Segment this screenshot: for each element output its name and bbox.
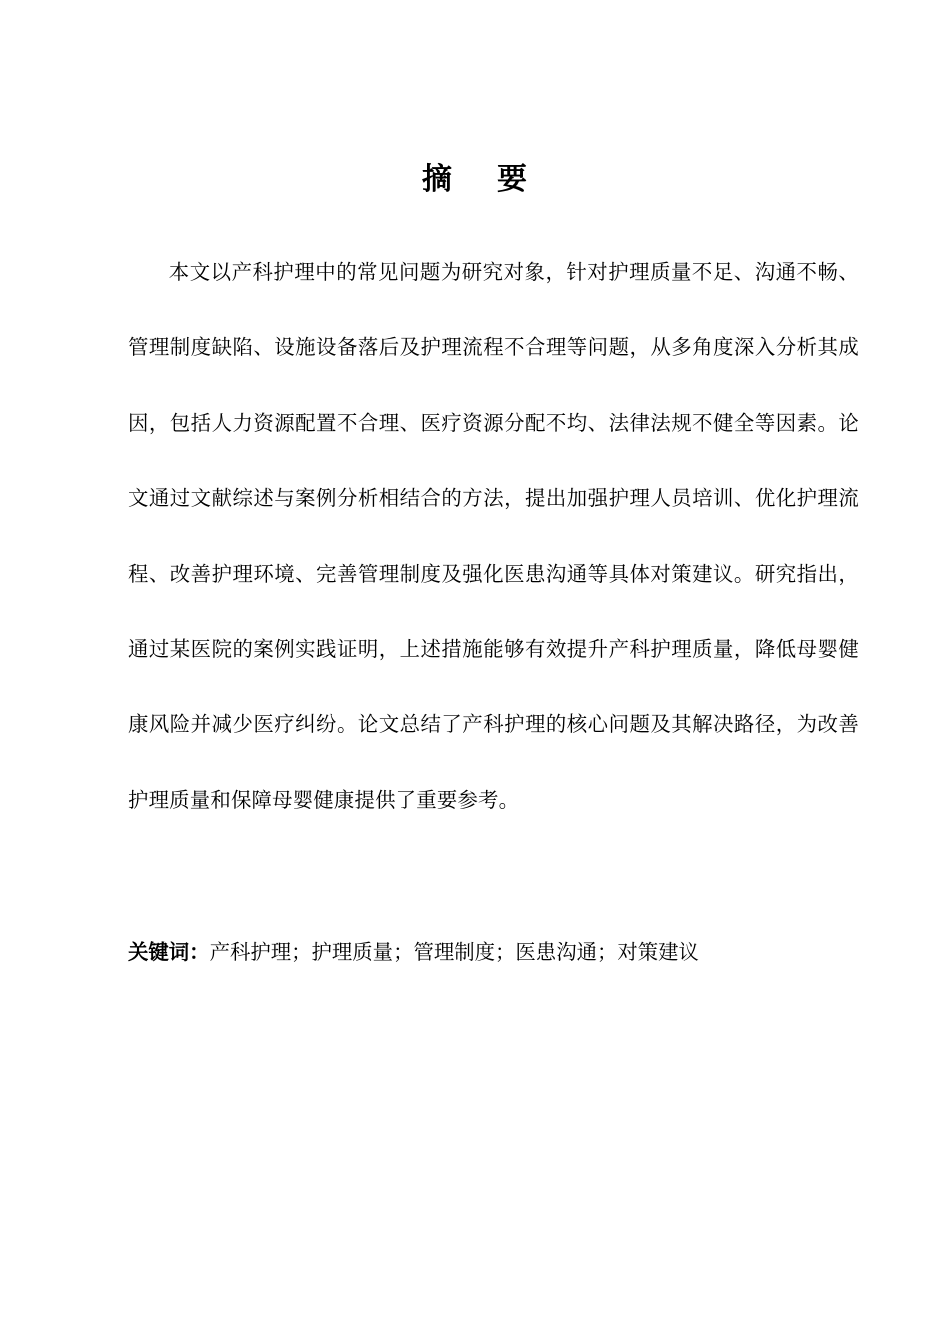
abstract-title bbox=[0, 158, 950, 202]
abstract-body: 本文以产科护理中的常见问题为研究对象，针对护理质量不足、沟通不畅、管理制度缺陷、设施设备落后及护理流程不合理等问题，从多角度深入分析其成因，包括人力资源配置不合理、医疗资源分配不均、法律法规不健全等因素。论文通过文献综述与案例分析相结合的方法，提出加强护理人员培训、优化护理流程、改善护理环境、完善管理制度及强化医患沟通等具体对策建议。研究指出，通过某医院的案例实践证明，上述措施能够有效提升产科护理质量，降低母婴健康风险并减少医疗纠纷。论文总结了产科护理的核心问题及其解决路径，为改善护理质量和保障母婴健康提供了重要参考。 bbox=[128, 260, 859, 812]
keywords-line bbox=[128, 932, 859, 972]
abstract-title-char-1: 摘 bbox=[422, 162, 453, 197]
keywords-value: 产科护理；护理质量；管理制度；医患沟通；对策建议 bbox=[209, 940, 699, 964]
keywords-label: 关键词： bbox=[128, 940, 210, 964]
abstract-title-char-2: 要 bbox=[497, 162, 528, 197]
